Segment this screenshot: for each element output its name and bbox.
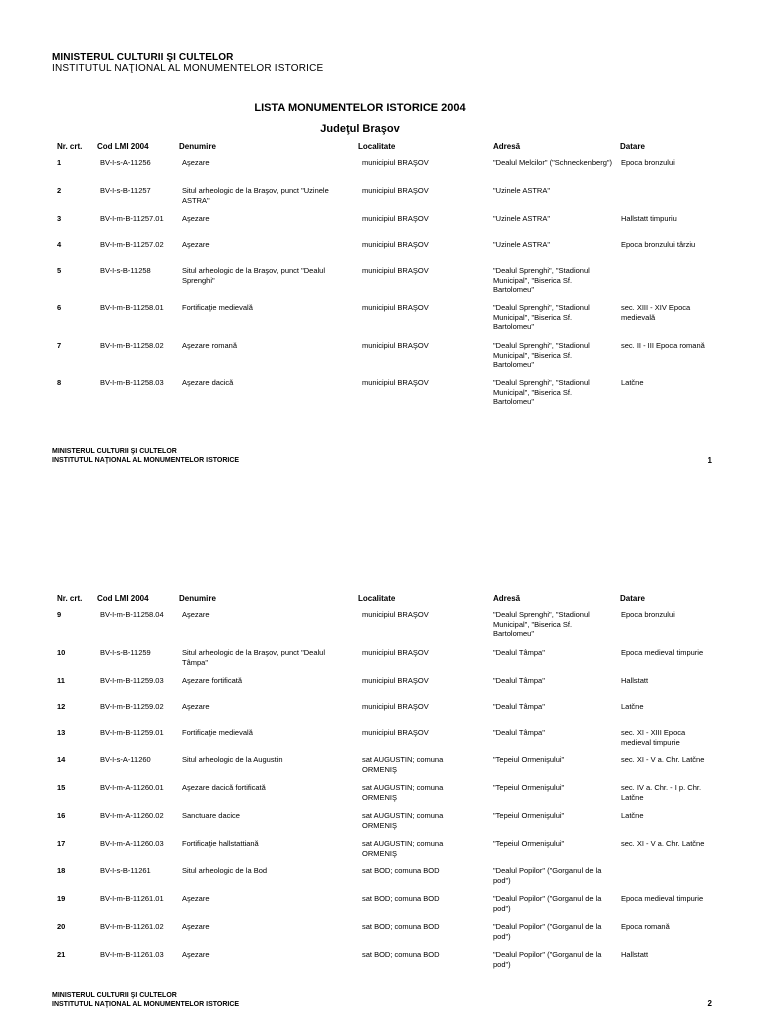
cell-datare: sec. XIII - XIV Epoca medievală [621, 303, 691, 322]
column-header-localitate: Localitate [358, 594, 396, 603]
column-header-cod: Cod LMI 2004 [97, 142, 149, 151]
cell-localitate: municipiul BRAŞOV [362, 214, 429, 223]
cell-denumire: Situl arheologic de la Augustin [182, 755, 283, 764]
cell-denumire: Aşezare [182, 214, 210, 223]
page-footer [52, 991, 239, 1009]
column-header-denumire: Denumire [179, 594, 216, 603]
cell-nr: 6 [57, 303, 62, 312]
footer-institute: INSTITUTUL NAŢIONAL AL MONUMENTELOR ISTORICE [52, 457, 240, 464]
footer-institute: INSTITUTUL NAŢIONAL AL MONUMENTELOR ISTORICE [52, 1001, 240, 1008]
footer-ministry: MINISTERUL CULTURII ŞI CULTELOR [52, 448, 177, 455]
column-header-localitate: Localitate [358, 142, 396, 151]
page-number: 2 [707, 999, 712, 1008]
cell-denumire: Fortificaţie medievală [182, 728, 253, 737]
cell-nr: 21 [57, 950, 66, 959]
cell-cod: BV-I-m-B-11259.01 [100, 728, 164, 737]
cell-adresa: "Dealul Popilor" ("Gorganul de la pod") [493, 894, 602, 913]
cell-nr: 20 [57, 922, 66, 931]
cell-adresa: "Dealul Tâmpa" [493, 728, 545, 737]
cell-cod: BV-I-m-B-11258.02 [100, 341, 164, 350]
cell-localitate: municipiul BRAŞOV [362, 341, 429, 350]
cell-denumire: Aşezare [182, 950, 210, 959]
cell-adresa: "Dealul Melcilor" ("Schneckenberg") [493, 158, 613, 167]
cell-datare: Epoca bronzului târziu [621, 240, 696, 249]
cell-datare: sec. II - III Epoca romană [621, 341, 705, 350]
cell-localitate: municipiul BRAŞOV [362, 303, 429, 312]
cell-adresa: "Dealul Popilor" ("Gorganul de la pod") [493, 950, 602, 969]
document-page-2 [0, 580, 768, 1024]
cell-localitate: sat BOD; comuna BOD [362, 894, 440, 903]
cell-cod: BV-I-m-A-11260.02 [100, 811, 164, 820]
cell-nr: 5 [57, 266, 62, 275]
cell-adresa: "Dealul Sprenghi", "Stadionul Municipal", "Biserica Sf. Bartolomeu" [493, 341, 590, 370]
cell-cod: BV-I-s-B-11257 [100, 186, 151, 195]
cell-denumire: Aşezare [182, 610, 210, 619]
cell-cod: BV-I-m-A-11260.01 [100, 783, 164, 792]
cell-localitate: sat AUGUSTIN; comuna ORMENIŞ [362, 783, 444, 802]
cell-nr: 8 [57, 378, 62, 387]
column-header-nr: Nr. crt. [57, 594, 83, 603]
column-header-denumire: Denumire [179, 142, 216, 151]
page-footer [52, 447, 239, 465]
cell-denumire: Aşezare [182, 894, 210, 903]
cell-cod: BV-I-m-B-11261.03 [100, 950, 164, 959]
cell-nr: 18 [57, 866, 66, 875]
cell-adresa: "Dealul Sprenghi", "Stadionul Municipal", "Biserica Sf. Bartolomeu" [493, 610, 590, 639]
cell-datare: Hallstatt [621, 676, 649, 685]
cell-adresa: "Uzinele ASTRA" [493, 186, 551, 195]
cell-nr: 15 [57, 783, 66, 792]
cell-localitate: municipiul BRAŞOV [362, 728, 429, 737]
cell-nr: 10 [57, 648, 66, 657]
cell-nr: 12 [57, 702, 66, 711]
cell-denumire: Aşezare [182, 702, 210, 711]
cell-nr: 3 [57, 214, 62, 223]
cell-datare: Epoca medieval timpurie [621, 648, 704, 657]
cell-cod: BV-I-m-B-11258.04 [100, 610, 164, 619]
cell-denumire: Sanctuare dacice [182, 811, 240, 820]
cell-cod: BV-I-m-B-11259.02 [100, 702, 164, 711]
cell-denumire: Aşezare [182, 158, 210, 167]
cell-denumire: Aşezare romană [182, 341, 238, 350]
column-header-adresa: Adresă [493, 594, 521, 603]
cell-datare: sec. XI - V a. Chr. Latčne [621, 839, 705, 848]
cell-nr: 13 [57, 728, 66, 737]
page-header [52, 52, 323, 74]
cell-nr: 16 [57, 811, 66, 820]
cell-cod: BV-I-m-B-11257.02 [100, 240, 164, 249]
cell-nr: 1 [57, 158, 62, 167]
cell-denumire: Situl arheologic de la Braşov, punct "Uzinele ASTRA" [182, 186, 329, 205]
cell-adresa: "Uzinele ASTRA" [493, 240, 551, 249]
cell-datare: sec. IV a. Chr. - I p. Chr. Latčne [621, 783, 702, 802]
cell-denumire: Aşezare dacică fortificată [182, 783, 266, 792]
list-title: LISTA MONUMENTELOR ISTORICE 2004 [254, 102, 466, 114]
cell-cod: BV-I-s-A-11256 [100, 158, 151, 167]
column-header-cod: Cod LMI 2004 [97, 594, 149, 603]
cell-cod: BV-I-m-B-11258.03 [100, 378, 164, 387]
cell-datare: sec. XI - XIII Epoca medieval timpurie [621, 728, 686, 747]
cell-datare: Epoca romană [621, 922, 670, 931]
cell-nr: 9 [57, 610, 62, 619]
cell-adresa: "Tepeiul Ormenişului" [493, 839, 565, 848]
cell-nr: 2 [57, 186, 62, 195]
cell-adresa: "Tepeiul Ormenişului" [493, 811, 565, 820]
cell-cod: BV-I-m-B-11261.02 [100, 922, 164, 931]
cell-cod: BV-I-m-B-11258.01 [100, 303, 164, 312]
cell-localitate: sat AUGUSTIN; comuna ORMENIŞ [362, 839, 444, 858]
cell-nr: 7 [57, 341, 62, 350]
cell-adresa: "Dealul Sprenghi", "Stadionul Municipal", "Biserica Sf. Bartolomeu" [493, 303, 590, 332]
cell-localitate: sat AUGUSTIN; comuna ORMENIŞ [362, 755, 444, 774]
cell-datare: Epoca medieval timpurie [621, 894, 704, 903]
cell-datare: Hallstatt timpuriu [621, 214, 677, 223]
cell-adresa: "Dealul Sprenghi", "Stadionul Municipal", "Biserica Sf. Bartolomeu" [493, 266, 590, 295]
cell-denumire: Situl arheologic de la Bod [182, 866, 268, 875]
cell-nr: 19 [57, 894, 66, 903]
document-page-1 [0, 0, 768, 480]
cell-datare: sec. XI - V a. Chr. Latčne [621, 755, 705, 764]
cell-denumire: Situl arheologic de la Braşov, punct "Dealul Sprenghi" [182, 266, 326, 285]
cell-adresa: "Dealul Popilor" ("Gorganul de la pod") [493, 922, 602, 941]
cell-datare: Latčne [621, 702, 644, 711]
cell-localitate: sat BOD; comuna BOD [362, 866, 440, 875]
cell-denumire: Situl arheologic de la Braşov, punct "Dealul Tâmpa" [182, 648, 326, 667]
cell-adresa: "Dealul Tâmpa" [493, 648, 545, 657]
cell-cod: BV-I-s-A-11260 [100, 755, 151, 764]
cell-datare: Latčne [621, 811, 644, 820]
institute-name: INSTITUTUL NAŢIONAL AL MONUMENTELOR ISTORICE [52, 63, 324, 74]
cell-nr: 17 [57, 839, 66, 848]
column-header-adresa: Adresă [493, 142, 521, 151]
cell-denumire: Aşezare fortificată [182, 676, 243, 685]
cell-datare: Hallstatt [621, 950, 649, 959]
cell-localitate: municipiul BRAŞOV [362, 378, 429, 387]
cell-adresa: "Dealul Tâmpa" [493, 676, 545, 685]
cell-cod: BV-I-s-B-11261 [100, 866, 151, 875]
cell-cod: BV-I-s-B-11258 [100, 266, 151, 275]
cell-adresa: "Tepeiul Ormenişului" [493, 783, 565, 792]
cell-datare: Epoca bronzului [621, 158, 675, 167]
cell-localitate: municipiul BRAŞOV [362, 158, 429, 167]
cell-cod: BV-I-m-B-11259.03 [100, 676, 164, 685]
cell-adresa: "Dealul Tâmpa" [493, 702, 545, 711]
cell-denumire: Fortificaţie medievală [182, 303, 253, 312]
cell-localitate: municipiul BRAŞOV [362, 702, 429, 711]
cell-adresa: "Dealul Popilor" ("Gorganul de la pod") [493, 866, 602, 885]
cell-denumire: Aşezare [182, 922, 210, 931]
footer-ministry: MINISTERUL CULTURII ŞI CULTELOR [52, 992, 177, 999]
cell-localitate: municipiul BRAŞOV [362, 610, 429, 619]
cell-cod: BV-I-m-A-11260.03 [100, 839, 164, 848]
cell-cod: BV-I-m-B-11257.01 [100, 214, 164, 223]
county-subtitle: Judeţul Braşov [320, 123, 400, 135]
page-number: 1 [707, 456, 712, 465]
cell-denumire: Fortificaţie hallstattiană [182, 839, 259, 848]
cell-localitate: municipiul BRAŞOV [362, 240, 429, 249]
column-header-nr: Nr. crt. [57, 142, 83, 151]
cell-localitate: sat AUGUSTIN; comuna ORMENIŞ [362, 811, 444, 830]
cell-localitate: municipiul BRAŞOV [362, 266, 429, 275]
cell-datare: Epoca bronzului [621, 610, 675, 619]
cell-denumire: Aşezare [182, 240, 210, 249]
cell-adresa: "Tepeiul Ormenişului" [493, 755, 565, 764]
cell-localitate: sat BOD; comuna BOD [362, 950, 440, 959]
cell-adresa: "Dealul Sprenghi", "Stadionul Municipal", "Biserica Sf. Bartolomeu" [493, 378, 590, 407]
cell-localitate: municipiul BRAŞOV [362, 648, 429, 657]
cell-denumire: Aşezare dacică [182, 378, 234, 387]
cell-localitate: municipiul BRAŞOV [362, 676, 429, 685]
cell-cod: BV-I-s-B-11259 [100, 648, 151, 657]
cell-localitate: municipiul BRAŞOV [362, 186, 429, 195]
cell-cod: BV-I-m-B-11261.01 [100, 894, 164, 903]
ministry-name: MINISTERUL CULTURII ŞI CULTELOR [52, 52, 234, 63]
cell-nr: 14 [57, 755, 66, 764]
cell-nr: 4 [57, 240, 62, 249]
column-header-datare: Datare [620, 142, 645, 151]
cell-datare: Latčne [621, 378, 644, 387]
cell-localitate: sat BOD; comuna BOD [362, 922, 440, 931]
column-header-datare: Datare [620, 594, 645, 603]
cell-nr: 11 [57, 676, 65, 685]
cell-adresa: "Uzinele ASTRA" [493, 214, 551, 223]
